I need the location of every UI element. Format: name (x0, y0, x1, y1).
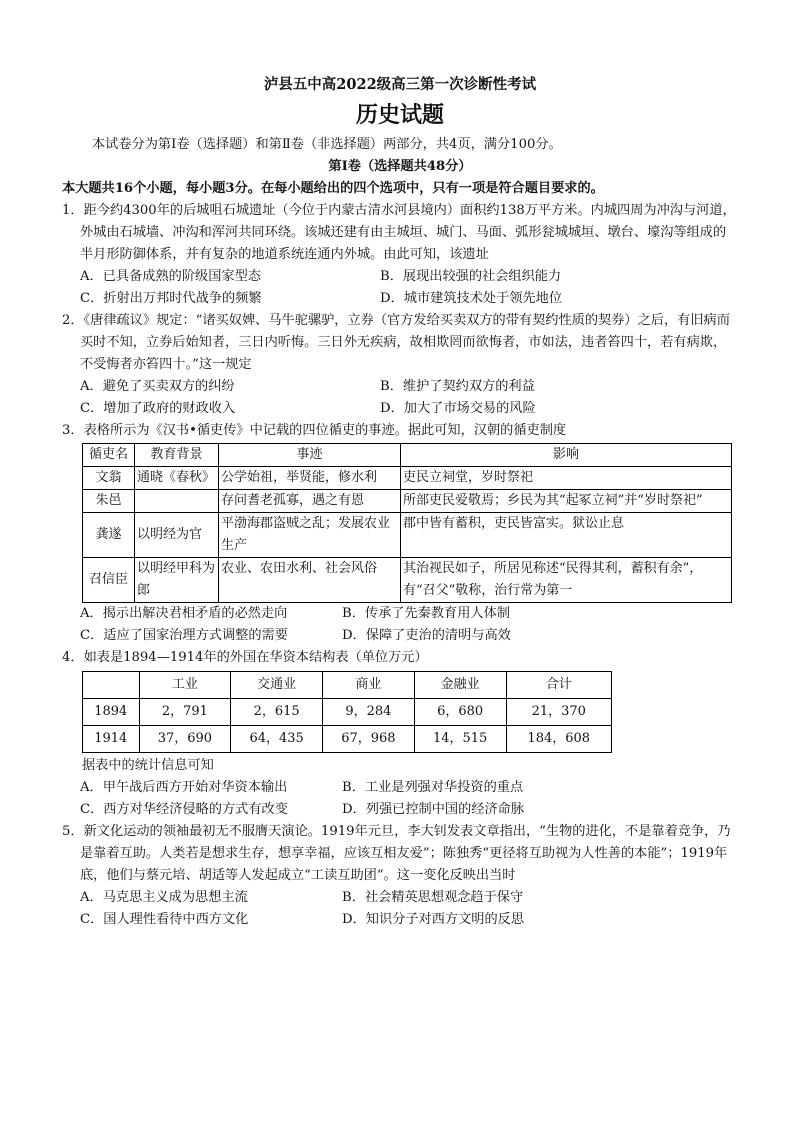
table-header-cell: 事迹 (219, 444, 401, 467)
option-d[interactable]: D．列强已控制中国的经济命脉 (342, 802, 525, 817)
option-c[interactable]: C．国人理性看待中西方文化 (80, 912, 249, 927)
table-cell: 其治视民如子，所居见称述“民得其利，蓄积有余”，有“召父”敬称，治行常为第一 (401, 558, 732, 603)
table-cell: 6，680 (414, 699, 506, 726)
table-row (83, 726, 612, 753)
table-header-cell: 教育背景 (135, 444, 219, 467)
answer-options (62, 266, 738, 310)
table-cell: 以明经甲科为郎 (135, 558, 219, 603)
table-cell: 文翁 (83, 467, 135, 490)
table-cell: 9，284 (323, 699, 415, 726)
table-cell: 朱邑 (83, 490, 135, 513)
exam-page (62, 74, 738, 931)
table-cell: 龚遂 (83, 513, 135, 558)
answer-options (62, 603, 738, 647)
question-5 (62, 821, 738, 931)
option-a[interactable]: A．揭示出解决君相矛盾的必然走向 (80, 606, 288, 621)
table-cell: 37，690 (139, 726, 231, 753)
table-header-row (83, 444, 732, 467)
question-2 (62, 310, 738, 420)
table-header-cell: 商业 (323, 672, 415, 699)
table-cell: 67，968 (323, 726, 415, 753)
question-note: 据表中的统计信息可知 (82, 758, 214, 773)
table-cell: 存问耆老孤寡，遇之有恩 (219, 490, 401, 513)
option-c[interactable]: C．折射出万邦时代战争的频繁 (80, 291, 262, 306)
question-stem: 4．如表是1894—1914年的外国在华资本结构表（单位万元） (62, 650, 428, 665)
table-cell: 1894 (83, 699, 140, 726)
table-cell (135, 490, 219, 513)
option-b[interactable]: B．工业是列强对华投资的重点 (342, 780, 524, 795)
table-cell: 公学始祖，举贤能，修水利 (219, 467, 401, 490)
table-row (83, 490, 732, 513)
foreign-capital-table (82, 671, 612, 753)
answer-options (62, 376, 738, 420)
table-row (83, 467, 732, 490)
option-d[interactable]: D．城市建筑技术处于领先地位 (380, 291, 563, 306)
table-cell: 21，370 (506, 699, 612, 726)
table-cell: 2，791 (139, 699, 231, 726)
table-row (83, 699, 612, 726)
table-cell: 吏民立祠堂，岁时祭祀 (401, 467, 732, 490)
table-header-cell: 工业 (139, 672, 231, 699)
question-4 (62, 647, 738, 821)
table-row (83, 513, 732, 558)
answer-options (62, 887, 738, 931)
option-a[interactable]: A．甲午战后西方开始对华资本输出 (80, 780, 288, 795)
option-b[interactable]: B．传承了先秦教育用人体制 (342, 606, 510, 621)
table-cell: 184，608 (506, 726, 612, 753)
table-cell: 郡中皆有蓄积，吏民皆富实。狱讼止息 (401, 513, 732, 558)
option-d[interactable]: D．知识分子对西方文明的反思 (342, 912, 525, 927)
table-header-cell: 合计 (506, 672, 612, 699)
table-header-cell (83, 672, 140, 699)
table-header-cell: 循吏名 (83, 444, 135, 467)
question-stem: 1．距今约4300年的后城咀石城遗址（今位于内蒙古清水河县境内）面积约138万平方米。内城四周为冲沟与河道，外城由石城墙、冲沟和浑河共同环绕。该城还建有由主城垣、城门、马面、弧形瓮城城垣、墩台、壕沟等组成的半月形防御体系，并有复杂的地道系统连通内外城。由此可知，该遗址 (62, 203, 736, 262)
table-header-cell: 影响 (401, 444, 732, 467)
option-b[interactable]: B．展现出较强的社会组织能力 (380, 269, 562, 284)
table-header-cell: 金融业 (414, 672, 506, 699)
option-c[interactable]: C．西方对华经济侵略的方式有改变 (80, 802, 288, 817)
option-b[interactable]: B．维护了契约双方的利益 (380, 379, 535, 394)
option-a[interactable]: A．避免了买卖双方的纠纷 (80, 379, 235, 394)
option-a[interactable]: A．马克思主义成为思想主流 (80, 890, 248, 905)
table-cell: 14，515 (414, 726, 506, 753)
table-cell: 以明经为官 (135, 513, 219, 558)
table-row (83, 558, 732, 603)
part-title: 第Ⅰ卷（选择题共48分） (328, 159, 472, 174)
table-cell: 所部吏民爱敬焉；乡民为其“起冢立祠”并“岁时祭祀” (401, 490, 732, 513)
option-d[interactable]: D．保障了吏治的清明与高效 (342, 628, 511, 643)
table-cell: 1914 (83, 726, 140, 753)
question-3 (62, 420, 738, 647)
table-cell: 平渤海郡盗贼之乱；发展农业生产 (219, 513, 401, 558)
table-cell: 召信臣 (83, 558, 135, 603)
subject-title: 历史试题 (355, 102, 444, 128)
section-instructions: 本大题共16个小题，每小题3分。在每小题给出的四个选项中，只有一项是符合题目要求的。 (62, 181, 604, 196)
question-stem: 3．表格所示为《汉书•循吏传》中记载的四位循吏的事迹。据此可知，汉朝的循吏制度 (62, 423, 567, 438)
option-d[interactable]: D．加大了市场交易的风险 (380, 401, 536, 416)
question-stem: 5．新文化运动的领袖最初无不服膺天演论。1919年元旦，李大钊发表文章指出，“生物的进化，不是靠着竞争，乃是靠着互助。人类若是想求生存，想享幸福，应该互相友爱”；陈独秀“更径将互助视为人性善的本能”；1919年底，他们与蔡元培、胡适等人发起成立“工读互助团”。这一变化反映出当时 (62, 824, 731, 883)
question-stem: 2．《唐律疏议》规定：“诸买奴婢、马牛驼骡驴，立券（官方发给买卖双方的带有契约性质的契券）之后，有旧病而买时不知，立券后始知者，三日内听悔。三日外无疾病，故相欺罔而欲悔者，市如法，违者笞四十，若有病欺，不受悔者亦笞四十。”这一规定 (62, 313, 730, 372)
table-header-row (83, 672, 612, 699)
exam-intro: 本试卷分为第Ⅰ卷（选择题）和第Ⅱ卷（非选择题）两部分，共4页，满分100分。 (92, 137, 562, 152)
table-cell: 通晓《春秋》 (135, 467, 219, 490)
exam-title: 泸县五中高2022级高三第一次诊断性考试 (263, 76, 537, 93)
table-cell: 农业、农田水利、社会风俗 (219, 558, 401, 603)
option-b[interactable]: B．社会精英思想观念趋于保守 (342, 890, 524, 905)
option-c[interactable]: C．适应了国家治理方式调整的需要 (80, 628, 288, 643)
table-cell: 64，435 (231, 726, 323, 753)
table-header-cell: 交通业 (231, 672, 323, 699)
question-1 (62, 200, 738, 310)
answer-options (62, 777, 738, 821)
option-c[interactable]: C．增加了政府的财政收入 (80, 401, 236, 416)
table-cell: 2，615 (231, 699, 323, 726)
option-a[interactable]: A．已具备成熟的阶级国家型态 (80, 269, 261, 284)
magistrates-table (82, 443, 732, 603)
